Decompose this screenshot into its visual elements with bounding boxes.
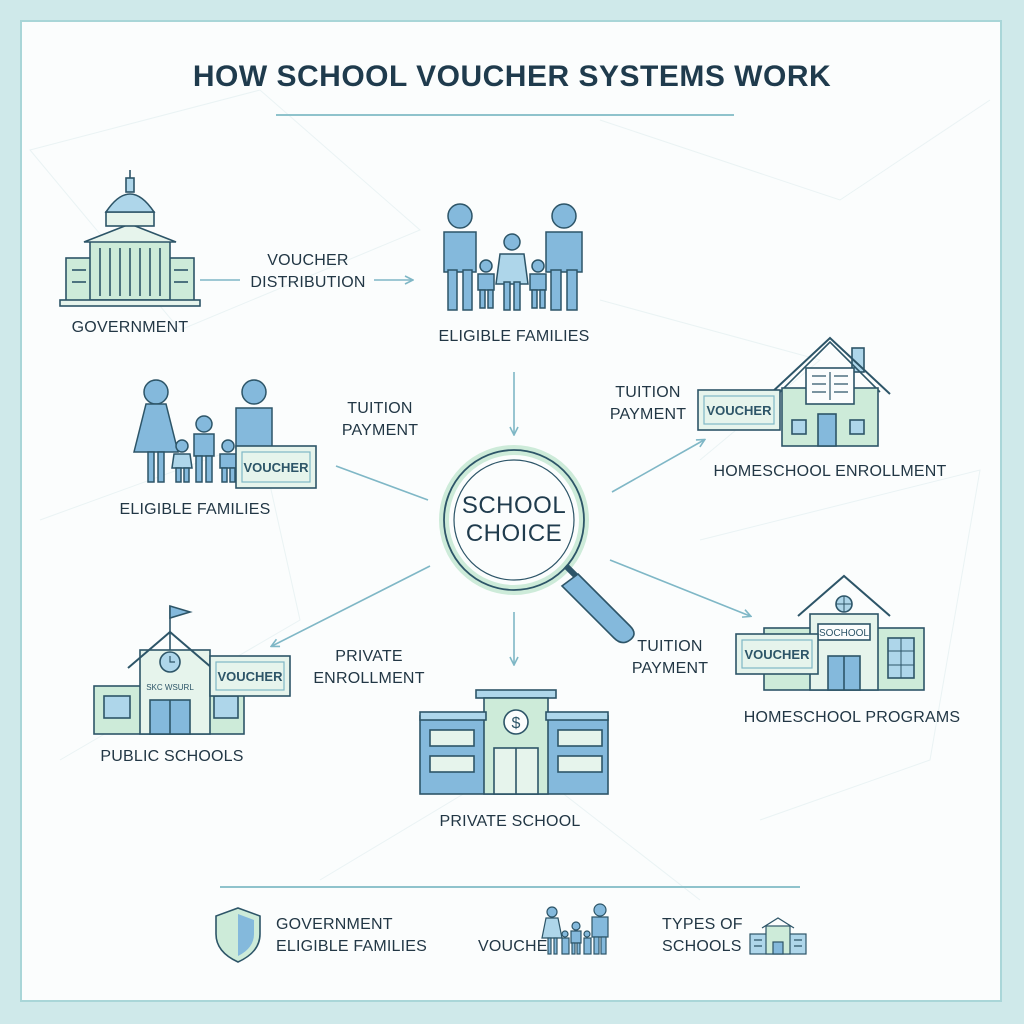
legend-types-line2: SCHOOLS <box>662 938 742 955</box>
label-public-schools: PUBLIC SCHOOLS <box>100 748 244 765</box>
legend-divider <box>220 886 800 888</box>
voucher-tag-enrollment: VOUCHER <box>706 403 772 418</box>
homeschool-school-sign: SOCHOOL <box>818 628 870 639</box>
legend-government-families <box>276 914 436 958</box>
public-school-sign: SKC WSURL <box>146 683 194 692</box>
flow-tuition-payment-right-top <box>598 382 698 426</box>
voucher-icon-public <box>210 656 290 696</box>
flow-tuition-right-top-line1: TUITION <box>615 384 681 401</box>
school-choice-line2: CHOICE <box>465 520 563 547</box>
legend-eligible-families-label: ELIGIBLE FAMILIES <box>276 938 428 955</box>
label-government: GOVERNMENT <box>71 319 189 336</box>
label-eligible-families-left: ELIGIBLE FAMILIES <box>119 501 271 518</box>
title-divider <box>276 114 734 116</box>
voucher-icon-programs <box>736 634 818 674</box>
legend-types-line1: TYPES OF <box>662 916 743 933</box>
arrow-choice-to-public-schools <box>272 566 430 646</box>
shield-icon <box>216 908 260 962</box>
dollar-sign: $ <box>511 715 521 732</box>
flow-private-enrollment-line1: PRIVATE <box>335 648 403 665</box>
flow-voucher-distribution <box>240 250 376 294</box>
family-icon-legend <box>542 904 608 954</box>
school-icon-private <box>420 690 608 794</box>
house-icon-enrollment <box>770 338 890 446</box>
voucher-tag-public: VOUCHER <box>217 669 283 684</box>
page-title: HOW SCHOOL VOUCHER SYSTEMS WORK <box>192 60 832 93</box>
label-homeschool-programs: HOMESCHOOL PROGRAMS <box>743 709 961 726</box>
voucher-tag-programs: VOUCHER <box>744 647 810 662</box>
label-eligible-families-top: ELIGIBLE FAMILIES <box>438 328 590 345</box>
line-left-families-to-choice <box>336 466 428 500</box>
label-homeschool-enrollment: HOMESCHOOL ENROLLMENT <box>713 463 947 480</box>
flow-tuition-payment-left <box>330 398 430 442</box>
school-choice-text <box>454 492 574 548</box>
flow-tuition-right-bottom-line2: PAYMENT <box>631 660 709 677</box>
flow-voucher-distribution-line1: VOUCHER <box>267 252 349 269</box>
family-icon-top <box>444 204 582 310</box>
flow-private-enrollment <box>306 646 432 690</box>
label-private-school: PRIVATE SCHOOL <box>439 813 581 830</box>
flow-voucher-distribution-line2: DISTRIBUTION <box>250 274 366 291</box>
legend-voucher-label: VOUCHE <box>478 938 548 955</box>
legend-types-of-schools <box>662 914 746 958</box>
flow-tuition-left-line2: PAYMENT <box>341 422 419 439</box>
flow-private-enrollment-line2: ENROLLMENT <box>313 670 425 687</box>
voucher-tag-left: VOUCHER <box>243 460 309 475</box>
voucher-icon-enrollment <box>698 390 780 430</box>
flow-tuition-payment-right-bottom <box>620 636 720 680</box>
school-icon-legend <box>750 918 806 954</box>
flow-tuition-right-bottom-line1: TUITION <box>637 638 703 655</box>
school-choice-line1: SCHOOL <box>461 492 567 519</box>
voucher-icon-left <box>236 446 316 488</box>
flow-tuition-right-top-line2: PAYMENT <box>609 406 687 423</box>
legend-government-label: GOVERNMENT <box>276 916 393 933</box>
flow-tuition-left-line1: TUITION <box>347 400 413 417</box>
arrow-choice-to-homeschool-enrollment <box>612 440 704 492</box>
arrow-choice-to-homeschool-programs <box>610 560 750 616</box>
capitol-icon <box>60 170 200 306</box>
